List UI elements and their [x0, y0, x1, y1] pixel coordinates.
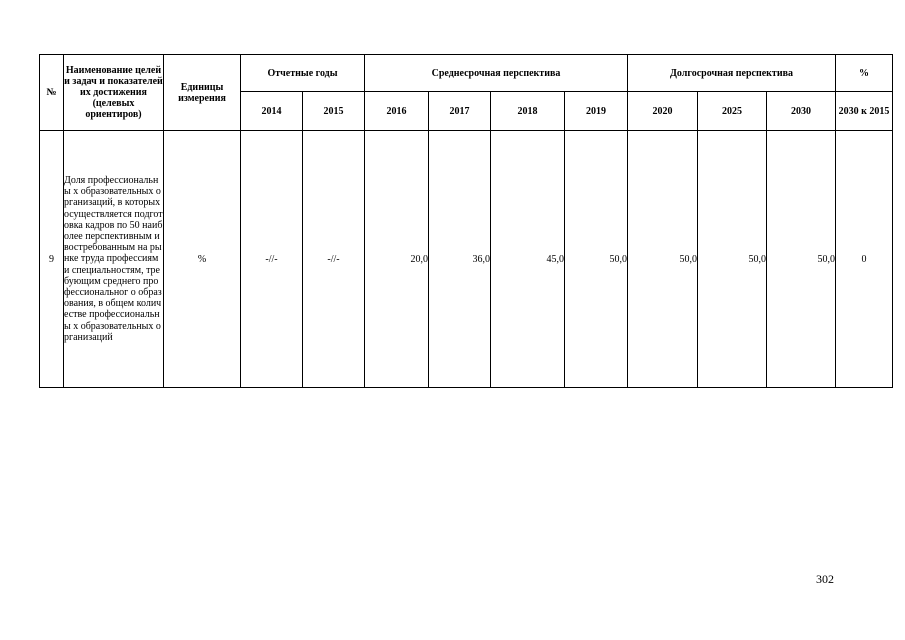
header-number: №: [40, 55, 64, 131]
row-value-2020: 50,0: [628, 131, 698, 388]
header-long-term: Долгосрочная перспектива: [628, 55, 836, 92]
header-year-2014: 2014: [241, 92, 303, 131]
row-number: 9: [40, 131, 64, 388]
header-reported-years: Отчетные годы: [241, 55, 365, 92]
header-year-2016: 2016: [365, 92, 429, 131]
row-value-2019: 50,0: [565, 131, 628, 388]
row-indicator-name: Доля профессиональны х образовательных организаций, в которых осуществляется подготовка кадров по 50 наиболее перспективным и востребованным на рынке труда профессиям и специальностям, требующим среднего профессиональног о образования, в общем количестве профессиональны х образовательных организаций: [64, 131, 164, 388]
header-year-2017: 2017: [429, 92, 491, 131]
header-percent: %: [836, 55, 893, 92]
row-value-2018: 45,0: [491, 131, 565, 388]
header-percent-2030-vs-2015: 2030 к 2015: [836, 92, 893, 131]
row-value-2014: -//-: [241, 131, 303, 388]
header-units: Единицы измерения: [164, 55, 241, 131]
table-row: [40, 131, 893, 388]
header-year-2015: 2015: [303, 92, 365, 131]
row-value-2025: 50,0: [698, 131, 767, 388]
header-medium-term: Среднесрочная перспектива: [365, 55, 628, 92]
header-year-2025: 2025: [698, 92, 767, 131]
row-value-2015: -//-: [303, 131, 365, 388]
row-value-2017: 36,0: [429, 131, 491, 388]
header-year-2019: 2019: [565, 92, 628, 131]
row-value-2030: 50,0: [767, 131, 836, 388]
row-unit: %: [164, 131, 241, 388]
header-year-2020: 2020: [628, 92, 698, 131]
row-percent-2030-vs-2015: 0: [836, 131, 893, 388]
table-header-row-top: [40, 55, 893, 92]
header-year-2018: 2018: [491, 92, 565, 131]
header-year-2030: 2030: [767, 92, 836, 131]
page-number: 302: [816, 572, 834, 586]
row-value-2016: 20,0: [365, 131, 429, 388]
header-indicator-name: Наименование целей и задач и показателей их достижения (целевых ориентиров): [64, 55, 164, 131]
indicators-table: [39, 54, 893, 388]
